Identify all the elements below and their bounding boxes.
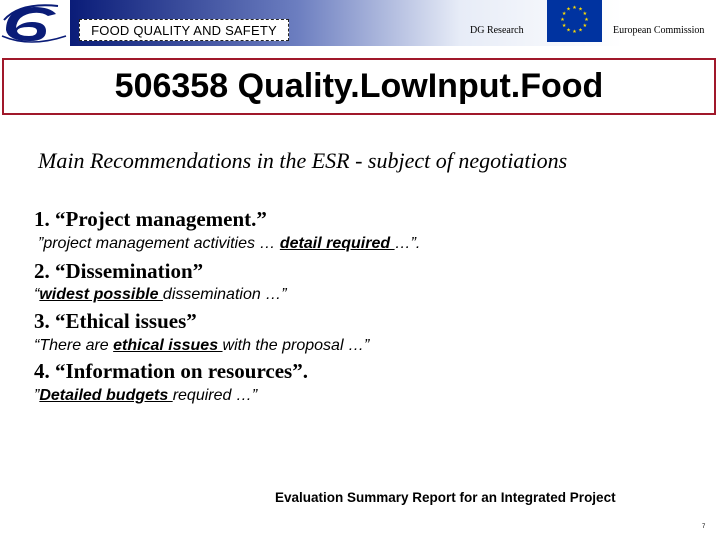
- title-box: [2, 58, 716, 115]
- svg-text:★: ★: [560, 17, 565, 23]
- fp6-logo-icon: [0, 0, 72, 46]
- svg-text:★: ★: [572, 29, 577, 35]
- eu-flag-icon: [547, 0, 602, 42]
- quote-emphasis: ethical issues: [113, 337, 223, 354]
- quote-text: with the proposal …”: [222, 337, 370, 354]
- program-badge: [79, 19, 289, 41]
- svg-text:★: ★: [561, 23, 567, 29]
- svg-text:★: ★: [584, 17, 589, 23]
- footer-caption: Evaluation Summary Report for an Integrated Project: [275, 490, 616, 505]
- recommendation-heading-3: 3. “Ethical issues”: [34, 309, 197, 333]
- program-badge-label: FOOD QUALITY AND SAFETY: [91, 22, 277, 38]
- recommendation-quote-2: [34, 286, 287, 304]
- european-commission-label: European Commission: [613, 25, 705, 36]
- quote-text: ”: [34, 387, 40, 404]
- svg-text:★: ★: [582, 11, 588, 17]
- quote-text: “There are: [34, 337, 114, 354]
- recommendation-quote-4: [34, 387, 257, 405]
- header-bar: [0, 0, 720, 46]
- svg-text:★: ★: [566, 27, 571, 34]
- recommendation-heading-2: 2. “Dissemination”: [34, 259, 204, 283]
- svg-text:★: ★: [572, 5, 577, 11]
- recommendation-quote-3: [34, 337, 369, 355]
- svg-text:★: ★: [578, 6, 583, 13]
- recommendation-heading-4: 4. “Information on resources”.: [34, 359, 308, 383]
- quote-text: required …”: [172, 387, 258, 404]
- quote-emphasis: widest possible: [39, 286, 163, 303]
- svg-text:★: ★: [582, 23, 588, 29]
- svg-text:★: ★: [566, 6, 571, 13]
- quote-text: “: [34, 286, 40, 303]
- quote-emphasis: Detailed budgets: [39, 387, 173, 404]
- quote-text: dissemination …”: [162, 286, 287, 303]
- recommendation-quote-1: [38, 235, 420, 253]
- quote-emphasis: detail required: [279, 235, 395, 252]
- quote-text: …”.: [394, 235, 421, 252]
- page-title: 506358 Quality.LowInput.Food: [114, 67, 604, 105]
- svg-text:★: ★: [578, 27, 583, 34]
- quote-text: ”project management activities …: [38, 235, 280, 252]
- recommendation-heading-1: 1. “Project management.”: [34, 207, 267, 231]
- svg-text:★: ★: [561, 11, 567, 17]
- page-number: 7: [702, 524, 706, 530]
- subtitle: Main Recommendations in the ESR - subject of negotiations: [38, 148, 568, 173]
- dg-research-label: DG Research: [470, 25, 524, 36]
